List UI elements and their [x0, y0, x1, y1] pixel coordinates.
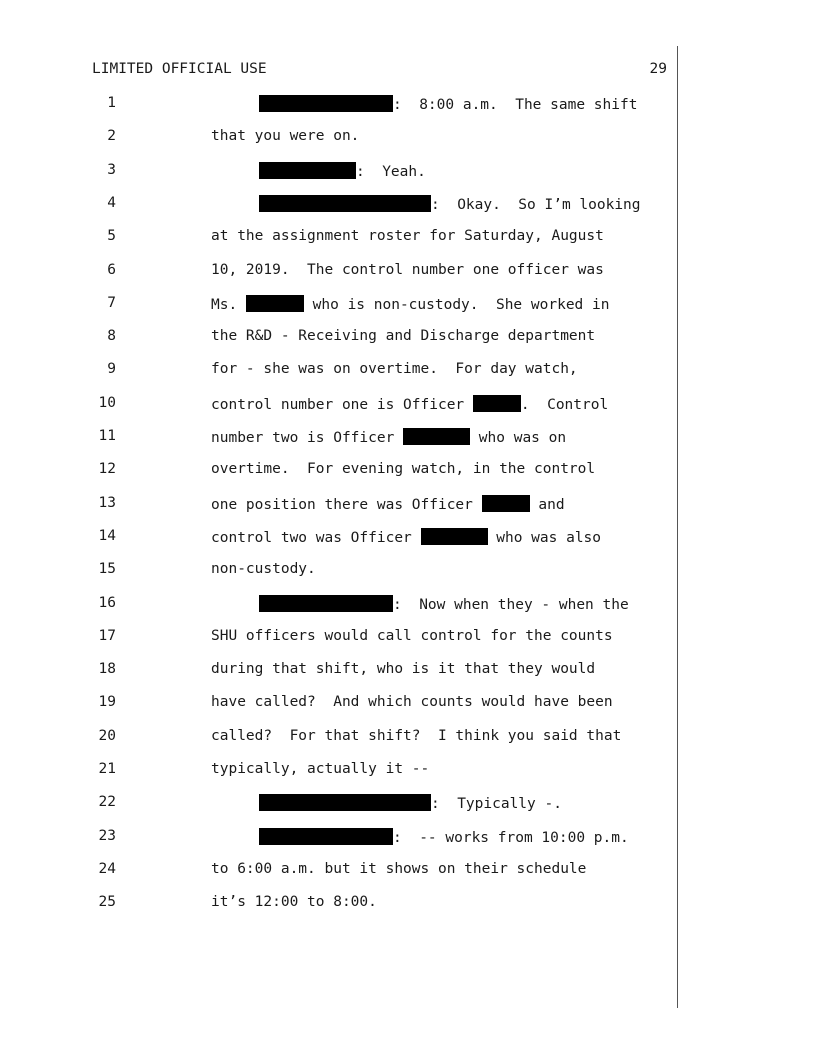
line-text-segment: during that shift, who is it that they would [211, 661, 596, 678]
transcript-line [259, 794, 562, 812]
line-number: 5 [107, 228, 116, 245]
line-text-segment: : Typically -. [431, 796, 562, 813]
redaction-box [482, 495, 530, 512]
line-text-segment: one position there was Officer [211, 496, 482, 513]
line-number: 10 [98, 394, 116, 411]
line-number: 24 [98, 860, 116, 877]
line-text-segment: who was on [470, 430, 567, 446]
redaction-box [259, 828, 393, 845]
transcript-line [211, 894, 377, 910]
redaction-box [473, 395, 521, 412]
line-number: 17 [98, 627, 116, 644]
line-text-segment: : 8:00 a.m. The same shift [393, 97, 638, 113]
redaction-box [259, 162, 356, 179]
transcript-line [211, 728, 621, 744]
line-number: 2 [107, 128, 116, 145]
line-text-segment: it’s 12:00 to 8:00. [211, 894, 377, 911]
line-text-segment: : Yeah. [356, 163, 426, 180]
transcript-line [211, 861, 586, 877]
line-text-segment: : Now when they - when the [393, 596, 629, 613]
redaction-box [259, 95, 393, 112]
transcript-line [259, 95, 637, 113]
transcript-line [211, 328, 595, 344]
transcript-line [211, 295, 609, 313]
line-text-segment: : Okay. So I’m looking [431, 196, 641, 213]
line-text-segment: overtime. For evening watch, in the control [211, 461, 596, 478]
transcript-line [259, 828, 629, 846]
line-text-segment: number two is Officer [211, 430, 404, 446]
line-number: 21 [98, 761, 116, 777]
limited-official-use-marking: LIMITED OFFICIAL USE [92, 61, 267, 77]
redaction-box [259, 794, 431, 811]
redaction-box [259, 195, 431, 212]
line-text-segment: the R&D - Receiving and Discharge department [211, 328, 596, 345]
transcript-line [211, 228, 604, 244]
margin-rule [677, 46, 678, 1008]
line-text-segment: : -- works from 10:00 p.m. [393, 829, 629, 846]
line-text-segment: and [529, 496, 565, 513]
line-text-segment: typically, actually it -- [211, 761, 430, 777]
line-text-segment: Ms. [211, 296, 246, 313]
line-number: 9 [107, 361, 116, 378]
redaction-box [403, 428, 470, 445]
line-text-segment: SHU officers would call control for the counts [211, 627, 613, 644]
line-text-segment: control number one is Officer [211, 396, 473, 413]
transcript-line [211, 561, 316, 577]
line-number: 12 [98, 461, 116, 478]
redaction-box [246, 295, 304, 312]
line-text-segment: at the assignment roster for Saturday, August [211, 228, 604, 245]
line-text-segment: called? For that shift? I think you said that [211, 727, 622, 744]
line-number: 25 [98, 894, 116, 911]
line-number: 4 [107, 194, 116, 211]
line-number: 19 [98, 694, 116, 711]
transcript-line [211, 428, 566, 446]
line-number: 20 [98, 727, 116, 744]
transcript-line [211, 395, 608, 413]
transcript-line [211, 528, 601, 546]
line-number: 8 [107, 328, 116, 345]
redaction-box [421, 528, 488, 545]
line-text-segment: that you were on. [211, 128, 360, 145]
line-text-segment: to 6:00 a.m. but it shows on their schedule [211, 860, 587, 877]
line-text-segment: control two was Officer [211, 529, 421, 546]
transcript-line [211, 495, 565, 513]
line-number: 22 [98, 794, 116, 811]
transcript-line [259, 595, 629, 613]
line-number: 18 [98, 661, 116, 678]
page-number: 29 [649, 61, 667, 77]
line-text-segment: non-custody. [211, 561, 316, 578]
transcript-line [259, 195, 641, 213]
line-number: 7 [107, 294, 116, 311]
line-text-segment: for - she was on overtime. For day watch, [211, 361, 578, 378]
line-number: 23 [98, 827, 116, 844]
line-number: 16 [98, 594, 116, 611]
transcript-line [259, 162, 426, 180]
line-number: 11 [98, 428, 116, 444]
line-number: 6 [107, 261, 116, 278]
redaction-box [259, 595, 393, 612]
line-number: 13 [98, 494, 116, 511]
line-number: 1 [107, 95, 116, 111]
line-text-segment: who was also [487, 529, 602, 546]
line-text-segment: . Control [520, 396, 609, 413]
line-text-segment: have called? And which counts would have been [211, 694, 613, 711]
line-number: 15 [98, 561, 116, 578]
line-number: 14 [98, 527, 116, 544]
transcript-line [211, 361, 578, 377]
line-text-segment: 10, 2019. The control number one officer was [211, 261, 604, 278]
transcript-line [211, 262, 604, 278]
transcript-line [211, 661, 595, 677]
line-text-segment: who is non-custody. She worked in [303, 296, 610, 313]
transcript-line [211, 761, 429, 777]
transcript-line [211, 628, 613, 644]
transcript-line [211, 461, 595, 477]
transcript-line [211, 128, 359, 144]
transcript-line [211, 694, 613, 710]
line-number: 3 [107, 161, 116, 178]
